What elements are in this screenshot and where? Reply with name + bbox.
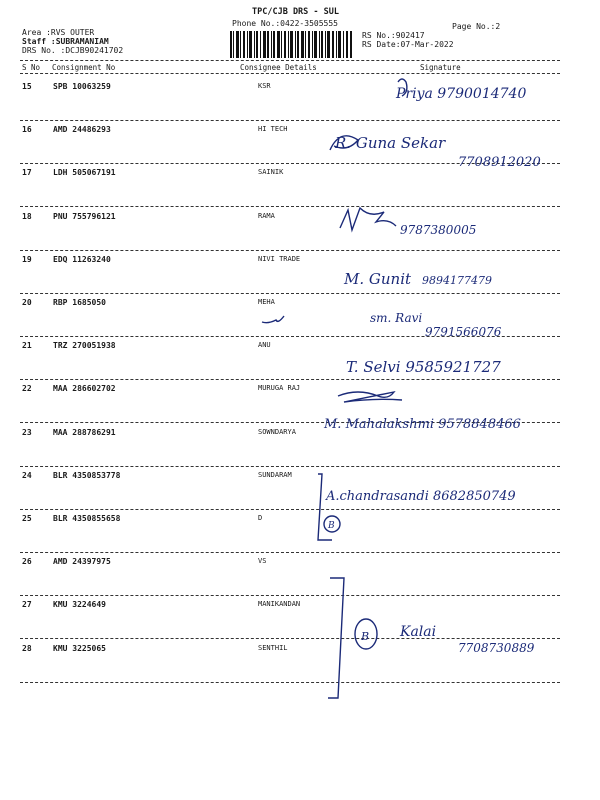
row-separator [20, 163, 560, 164]
row-separator [20, 552, 560, 553]
row-separator [20, 336, 560, 337]
area-label: Area :RVS OUTER [22, 28, 95, 37]
drs-title: TPC/CJB DRS - SUL [252, 7, 339, 17]
signature-21: T. Selvi 9585921727 [346, 358, 501, 376]
row-22-sno: 22 [22, 384, 32, 393]
signature-20-phone: 9791566076 [425, 325, 502, 339]
row-18-consignment: PNU 755796121 [53, 212, 116, 221]
row-19-consignee: NIVI TRADE [258, 255, 301, 263]
row-23-consignment: MAA 288786291 [53, 428, 116, 437]
row-20-consignment: RBP 1685050 [53, 298, 106, 307]
signature-19: M. Gunit [344, 270, 412, 288]
row-28-consignment: KMU 3225065 [53, 644, 106, 653]
row-24-sno: 24 [22, 471, 32, 480]
signature-27-mark: B [361, 630, 370, 643]
row-28-sno: 28 [22, 644, 32, 653]
rs-date: RS Date:07-Mar-2022 [362, 40, 454, 49]
row-17-consignee: SAINIK [258, 168, 284, 176]
signature-15: Priya 9790014740 [396, 86, 527, 102]
signature-27: Kalai [400, 624, 437, 640]
row-22-consignee: MURUGA RAJ [258, 384, 301, 392]
col-consignment: Consignment No [52, 63, 116, 72]
row-separator [20, 250, 560, 251]
row-separator [20, 638, 560, 639]
signature-27-phone: 7708730889 [458, 641, 535, 655]
row-19-sno: 19 [22, 255, 32, 264]
row-separator [20, 595, 560, 596]
row-26-sno: 26 [22, 557, 32, 566]
row-15-consignment: SPB 10063259 [53, 82, 111, 91]
row-22-consignment: MAA 286602702 [53, 384, 116, 393]
signature-19-phone: 9894177479 [422, 274, 492, 287]
row-separator [20, 379, 560, 380]
row-separator [20, 293, 560, 294]
row-26-consignee: VS [258, 557, 267, 565]
row-23-sno: 23 [22, 428, 32, 437]
row-23-consignee: SOWNDARYA [258, 428, 296, 436]
row-separator [20, 682, 560, 683]
row-24-consignee: SUNDARAM [258, 471, 292, 479]
row-separator [20, 206, 560, 207]
row-27-sno: 27 [22, 600, 32, 609]
row-24-consignment: BLR 4350853778 [53, 471, 121, 480]
row-20-consignee: MEHA [258, 298, 275, 306]
signature-16: R. Guna Sekar [335, 134, 446, 152]
signature-24: A.chandrasandi 8682850749 [326, 489, 516, 504]
row-20-sno: 20 [22, 298, 32, 307]
row-25-consignment: BLR 4350855658 [53, 514, 121, 523]
row-26-consignment: AMD 24397975 [53, 557, 111, 566]
row-25-sno: 25 [22, 514, 32, 523]
col-sno: S No [22, 63, 41, 72]
signature-22: M. Mahalakshmi 9578848466 [324, 417, 521, 432]
row-25-consignee: D [258, 514, 263, 522]
row-21-consignee: ANU [258, 341, 271, 349]
row-separator [20, 466, 560, 467]
row-separator [20, 120, 560, 121]
row-separator [20, 509, 560, 510]
staff-label: Staff :SUBRAMANIAM [22, 37, 109, 46]
row-19-consignment: EDQ 11263240 [53, 255, 111, 264]
row-15-sno: 15 [22, 82, 32, 91]
phone-number: Phone No.:0422-3505555 [232, 19, 338, 28]
signature-20: sm. Ravi [370, 311, 423, 325]
row-21-consignment: TRZ 270051938 [53, 341, 116, 350]
signature-18-phone: 9787380005 [400, 223, 477, 237]
row-16-consignment: AMD 24486293 [53, 125, 111, 134]
signature-16-phone: 7708912020 [458, 155, 541, 170]
page-number: Page No.:2 [452, 22, 501, 31]
row-17-sno: 17 [22, 168, 32, 177]
row-28-consignee: SENTHIL [258, 644, 288, 652]
row-15-consignee: KSR [258, 82, 271, 90]
col-consignee: Consignee Details [240, 63, 317, 72]
row-27-consignee: MANIKANDAN [258, 600, 301, 608]
row-separator [20, 422, 560, 423]
rs-number: RS No.:902417 [362, 31, 425, 40]
row-18-consignee: RAMA [258, 212, 275, 220]
signature-25-mark: B [328, 521, 335, 531]
row-27-consignment: KMU 3224649 [53, 600, 106, 609]
row-17-consignment: LDH 505067191 [53, 168, 116, 177]
col-signature: Signature [420, 63, 461, 72]
row-18-sno: 18 [22, 212, 32, 221]
row-16-consignee: HI TECH [258, 125, 288, 133]
row-21-sno: 21 [22, 341, 32, 350]
drs-number: DRS No. :DCJB90241702 [22, 46, 124, 55]
row-16-sno: 16 [22, 125, 32, 134]
